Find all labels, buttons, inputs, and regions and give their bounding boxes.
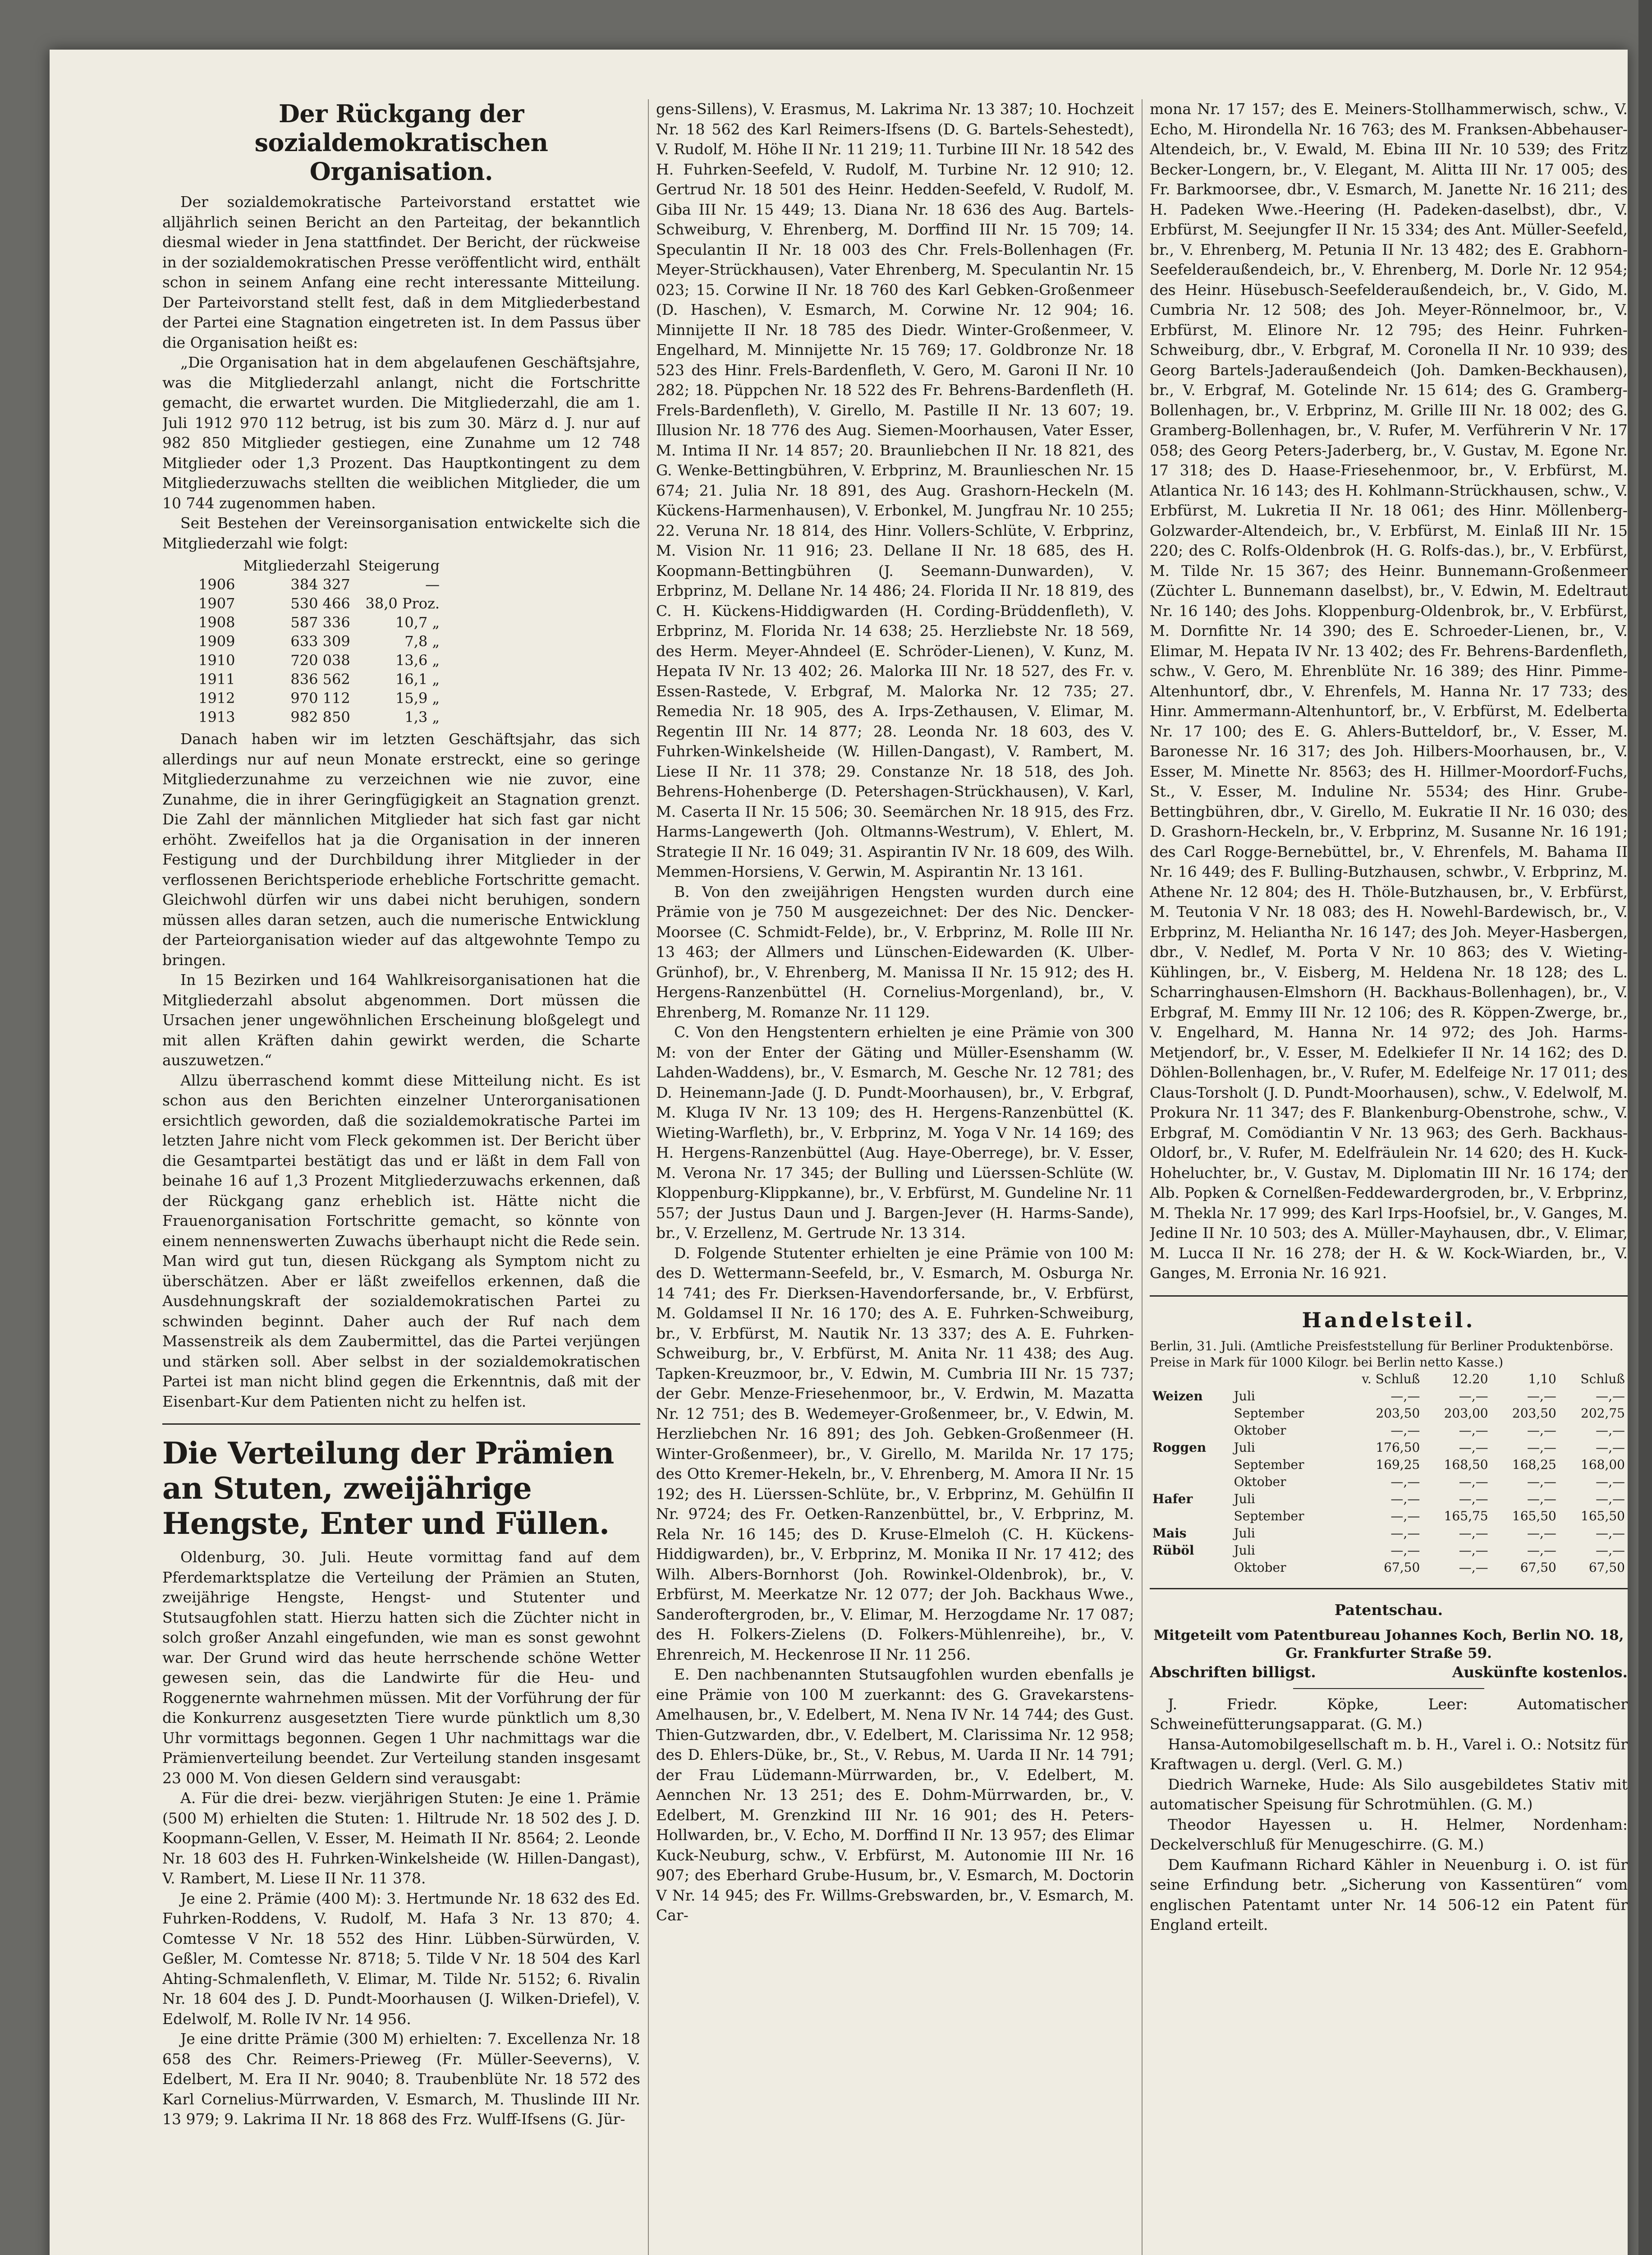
table-cell: 384 327 (290, 576, 350, 593)
newspaper-page (50, 50, 1628, 2255)
table-cell: Weizen (1152, 1388, 1203, 1404)
table-cell: —,— (1390, 1422, 1420, 1438)
market-header: Berlin, 31. Juli. (Amtliche Preisfeststellung für Berliner Produktenbörse. Preise in Mark für 1000 Kilogr. bei Berlin netto Kasse.) (1150, 1338, 1614, 1370)
table-cell: —,— (1596, 1542, 1625, 1558)
table-row (1150, 1491, 1628, 1508)
table-cell: 1908 (198, 614, 235, 631)
table-cell: 13,6 „ (395, 652, 440, 669)
table-cell: —,— (1459, 1388, 1488, 1404)
table-header: Mitgliederzahl (243, 557, 350, 574)
table-cell: 1907 (198, 595, 235, 612)
patent-entry: Dem Kaufmann Richard Kähler in Neuenburg i. O. ist für seine Erfindung betr. „Sicherung von Kassentüren“ vom englischen Patentamt unter Nr. 14 506-12 ein Patent für England erteilt. (1150, 1855, 1628, 1933)
paragraph: Allzu überraschend kommt diese Mitteilung nicht. Es ist schon aus den Berichten einzelner Unterorganisationen ersichtlich geworden, daß die sozialdemokratische Partei im letzten Jahre nicht vom Fleck gekommen ist. Der Bericht über die Gesamtpartei bestätigt das und er läßt in dem Fall von beinahe 16 auf 1,3 Prozent Mitgliederzuwachs erkennen, daß der Rückgang ganz erheblich ist. Hätte nicht die Frauenorganisation Fortschritte gemacht, so könnte von einem nennenswerten Zuwachs überhaupt nicht die Rede sein. Man wird gut tun, diesen Rückgang als Symptom nicht zu überschätzen. Aber er läßt zweifellos erkennen, daß die Ausdehnungskraft der sozialdemokratischen Partei zu schwinden beginnt. Daher auch der Ruf nach dem Massenstreik als dem Zaubermittel, das die Partei verjüngen und stärken soll. Aber selbst in der sozialdemokratischen Partei ist man nicht blind gegen die Erkenntnis, daß mit der Eisenbart-Kur dem Patienten nicht zu helfen ist. (162, 1071, 640, 1410)
table-cell: —,— (1459, 1491, 1488, 1506)
table-row (1150, 1388, 1628, 1405)
table-cell: 587 336 (290, 614, 350, 631)
table-cell: 169,25 (1376, 1457, 1420, 1472)
table-row (198, 632, 448, 651)
table-cell: —,— (1527, 1542, 1556, 1558)
table-cell: 10,7 „ (395, 614, 440, 631)
table-cell: —,— (1459, 1560, 1488, 1575)
section-divider (162, 1423, 640, 1425)
table-cell: 202,75 (1581, 1405, 1625, 1421)
table-row (198, 708, 448, 727)
table-cell: —,— (1390, 1542, 1420, 1558)
table-cell: 203,50 (1376, 1405, 1420, 1421)
table-cell: —,— (1527, 1440, 1556, 1455)
table-cell: 176,50 (1376, 1440, 1420, 1455)
table-row (198, 613, 448, 632)
table-cell: — (425, 576, 440, 593)
table-cell: —,— (1459, 1525, 1488, 1541)
paragraph: E. Den nachbenannten Stutsaugfohlen wurden ebenfalls je eine Prämie von 100 M zuerkannt: des G. Gravekarstens-Amelhausen, br., V. Edelbert, M. Nena IV Nr. 14 744; des Gust. Thien-Gutzwarden, dbr., V. Edelbert, M. Clarissima Nr. 12 958; des D. Ehlers-Düke, br., St., V. Rebus, M. Uarda II Nr. 14 791; der Frau Lüdemann-Mürrwarden, br., V. Edelbert, M. Aennchen Nr. 13 251; des E. Dohm-Mürrwarden, br., V. Edelbert, M. Grenzkind III Nr. 16 901; des H. Peters-Hollwarden, br., V. Echo, M. Dorffind II Nr. 13 957; des Elimar Kuck-Neuburg, schw., V. Erbfürst, M. Autonomie III Nr. 16 907; des Eberhard Grube-Husum, br., V. Esmarch, M. Doctorin V Nr. 14 945; des Fr. Willms-Grebswarden, br., V. Esmarch, M. Car- (656, 1666, 1134, 1924)
column-rule (648, 99, 649, 2255)
table-cell: 168,25 (1512, 1457, 1556, 1472)
table-cell: Oktober (1234, 1474, 1286, 1489)
table-cell: —,— (1596, 1422, 1625, 1438)
table-cell: 836 562 (290, 671, 350, 688)
table-cell: 1909 (198, 633, 235, 650)
section-divider (1150, 1588, 1628, 1589)
table-cell: —,— (1459, 1542, 1488, 1558)
market-table (1150, 1371, 1628, 1576)
table-cell: Oktober (1234, 1560, 1286, 1575)
table-row (1150, 1559, 1628, 1576)
table-cell: 67,50 (1384, 1560, 1420, 1575)
paragraph: Seit Bestehen der Vereinsorganisation entwickelte sich die Mitgliederzahl wie folgt: (162, 514, 640, 552)
table-cell: September (1234, 1457, 1304, 1472)
table-cell: —,— (1527, 1388, 1556, 1404)
table-cell: 38,0 Proz. (365, 595, 440, 612)
table-cell: —,— (1596, 1525, 1625, 1541)
paragraph: B. Von den zweijährigen Hengsten wurden durch eine Prämie von je 750 M ausgezeichnet: Der des Nic. Dencker-Moorsee (C. Schmidt-Felde), br., V. Erbprinz, M. Rolle III Nr. 13 463; der Allmers und Lünschen-Eidewarden (K. Ulber-Grünhof), br., V. Ehrenberg, M. Manissa II Nr. 15 912; des H. Hergens-Ranzenbüttel (H. Cornelius-Morgenland), br., V. Ehrenberg, M. Romanze Nr. 11 129. (656, 883, 1134, 1021)
paragraph: Je eine dritte Prämie (300 M) erhielten: 7. Excellenza Nr. 18 658 des Chr. Reimers-Prieweg (Fr. Müller-Seeverns), V. Edelbert, M. Era II Nr. 9040; 8. Traubenblüte Nr. 18 572 des Karl Cornelius-Mürrwarden, V. Esmarch, M. Thuslinde III Nr. 13 979; 9. Lakrima II Nr. 18 868 des Frz. Wulff-Ifsens (G. Jür- (162, 2030, 640, 2128)
paragraph: Der sozialdemokratische Parteivorstand erstattet wie alljährlich seinen Bericht an den Parteitag, der bekanntlich diesmal wieder in Jena stattfindet. Der Bericht, der rückweise in der sozialdemokratischen Presse veröffentlicht wird, enthält schon in seinem Anfang eine recht interessante Mitteilung. Der Parteivorstand stellt fest, daß in dem Mitgliederbestand der Partei eine Stagnation eingetreten ist. In dem Passus über die Organisation heißt es: (162, 193, 640, 351)
table-cell: 1912 (198, 690, 235, 707)
section-title-trade: Handelsteil. (1302, 1307, 1476, 1332)
table-cell: Roggen (1152, 1440, 1207, 1455)
table-cell: 982 850 (290, 709, 350, 726)
table-row (198, 651, 448, 670)
patent-note-left: Abschriften billigst. (1150, 1663, 1316, 1681)
table-cell: —,— (1390, 1388, 1420, 1404)
table-row (1150, 1473, 1628, 1491)
table-cell: —,— (1527, 1525, 1556, 1541)
paragraph: „Die Organisation hat in dem abgelaufenen Geschäftsjahre, was die Mitgliederzahl anlangt, nicht die Fortschritte gemacht, die erwartet wurden. Die Mitgliederzahl, die am 1. Juli 1912 970 112 betrug, ist bis zum 30. März d. J. nur auf 982 850 Mitglieder gestiegen, eine Zunahme um 12 748 Mitglieder oder 1,3 Prozent. Das Hauptkontingent zu dem Mitgliederzuwachs stellten die weiblichen Mitglieder, die um 10 744 zugenommen haben. (162, 354, 640, 512)
table-cell: Mais (1152, 1525, 1187, 1541)
table-cell: —,— (1390, 1491, 1420, 1506)
table-cell (1150, 1405, 1231, 1422)
table-cell: 165,75 (1444, 1508, 1488, 1523)
table-cell: September (1234, 1405, 1304, 1421)
table-header: Steigerung (358, 557, 440, 574)
table-cell: 530 466 (290, 595, 350, 612)
patent-note-right: Auskünfte kostenlos. (1452, 1663, 1628, 1681)
patent-bureau-line: Mitgeteilt vom Patentbureau Johannes Koch, Berlin NO. 18, Gr. Frankfurter Straße 59. (1153, 1627, 1624, 1661)
table-cell: Juli (1234, 1525, 1255, 1541)
table-cell: 1,3 „ (404, 709, 440, 726)
article-title-social-democrats: Der Rückgang der sozialdemokratischen Organisation. (254, 99, 548, 186)
paragraph: Danach haben wir im letzten Geschäftsjahr, das sich allerdings nur auf neun Monate erstreckt, eine so geringe Mitgliederzunahme zu verzeichnen wie nie zuvor, eine Zunahme, die in ihrer Geringfügigkeit an Stagnation grenzt. Die Zahl der männlichen Mitglieder hat sich fast gar nicht erhöht. Zweifellos hat ja die Organisation in der inneren Festigung und der Durchbildung ihrer Mitglieder in der verflossenen Berichtsperiode erhebliche Fortschritte gemacht. Gleichwohl dürfen wir uns dabei nicht beruhigen, sondern müssen alles daran setzen, auch die numerische Entwicklung der Parteiorganisation wieder auf das altgewohnte Tempo zu bringen. (162, 730, 640, 969)
table-cell: —,— (1527, 1474, 1556, 1489)
paragraph: gens-Sillens), V. Erasmus, M. Lakrima Nr. 13 387; 10. Hochzeit Nr. 18 562 des Karl Reimers-Ifsens (D. G. Bartels-Sehestedt), V. Rudolf, M. Höhe II Nr. 11 219; 11. Turbine III Nr. 18 542 des H. Fuhrken-Seefeld, V. Rudolf, M. Turbine Nr. 12 910; 12. Gertrud Nr. 18 501 des Heinr. Hedden-Seefeld, V. Rudolf, M. Giba III Nr. 15 449; 13. Diana Nr. 18 636 des Aug. Bartels-Schweiburg, V. Ehrenberg, M. Dorffind III Nr. 15 709; 14. Speculantin II Nr. 18 003 des Chr. Frels-Bollenhagen (Fr. Meyer-Strückhausen), Vater Ehrenberg, M. Speculantin Nr. 15 023; 15. Corwine II Nr. 18 760 des Karl Gebken-Großenmeer (D. Haschen), V. Esmarch, M. Corwine Nr. 12 904; 16. Minnijette II Nr. 18 785 des Diedr. Winter-Großenmeer, V. Engelhard, M. Minnijette Nr. 15 769; 17. Goldbronze Nr. 18 523 des Hinr. Frels-Bardenfleth, V. Gero, M. Garoni II Nr. 10 282; 18. Püppchen Nr. 18 522 des Fr. Behrens-Bardenfleth (H. Frels-Bardenfleth), V. Girello, M. Pastille II Nr. 13 607; 19. Illusion Nr. 18 776 des Aug. Siemen-Moorhausen, Vater Esser, M. Intima II Nr. 14 857; 20. Braunliebchen II Nr. 18 821, des G. Wenke-Bettingbühren, V. Erbprinz, M. Braunlieschen Nr. 15 674; 21. Julia Nr. 18 891, des Aug. Grashorn-Heckeln (M. Kückens-Harmenhausen), V. Erbonkel, M. Jungfrau Nr. 10 255; 22. Veruna Nr. 18 814, des Hinr. Vollers-Schlüte, V. Erbprinz, M. Vision Nr. 11 916; 23. Dellane II Nr. 18 685, des H. Koopmann-Bettingbühren (J. Seemann-Dunwarden), V. Erbprinz, M. Dellane Nr. 14 486; 24. Florida II Nr. 18 819, des C. H. Kückens-Hiddigwarden (H. Cording-Brüddenfleth), V. Erbprinz, M. Florida Nr. 14 638; 25. Herzliebste Nr. 18 569, des Herm. Meyer-Ahndeel (E. Schröder-Lienen), V. Kunz, M. Hepata IV Nr. 13 402; 26. Malorka III Nr. 18 527, des Fr. v. Essen-Rastede, V. Erbgraf, M. Malorka Nr. 12 735; 27. Remedia Nr. 18 905, des A. Irps-Zethausen, V. Elimar, M. Regentin III Nr. 14 877; 28. Leonda Nr. 18 603, des V. Fuhrken-Winkelsheide (W. Hillen-Dangast), V. Rambert, M. Liese II Nr. 11 378; 29. Constanze Nr. 18 518, des Joh. Behrens-Hohenberge (D. Petershagen-Strückhausen), V. Karl, M. Caserta II Nr. 15 506; 30. Seemärchen Nr. 18 915, des Frz. Harms-Langewerth (Joh. Oltmanns-Westrum), V. Ehlert, M. Strategie II Nr. 16 049; 31. Aspirantin IV Nr. 18 609, des Wilh. Memmen-Horsiens, V. Gerwin, M. Aspirantin Nr. 13 161. (656, 100, 1134, 880)
patent-entry: J. Friedr. Köpke, Leer: Automatischer Schweinefütterungsapparat. (G. M.) (1150, 1695, 1628, 1733)
table-cell: 1910 (198, 652, 235, 669)
section-title-patents: Patentschau. (1334, 1601, 1443, 1619)
table-row (1150, 1525, 1628, 1542)
table-cell: 203,50 (1512, 1405, 1556, 1421)
table-row (1150, 1405, 1628, 1422)
table-row (1150, 1508, 1628, 1525)
table-row (198, 575, 448, 594)
membership-table (198, 556, 448, 727)
table-cell: —,— (1527, 1491, 1556, 1506)
table-cell: 203,00 (1444, 1405, 1488, 1421)
patent-entry: Theodor Hayessen u. H. Helmer, Nordenham: Deckelverschluß für Menugeschirre. (G. M.) (1150, 1815, 1628, 1853)
table-cell: —,— (1459, 1422, 1488, 1438)
paragraph: Oldenburg, 30. Juli. Heute vormittag fand auf dem Pferdemarktsplatze die Verteilung der Prämien an Stuten, zweijährige Hengste, Hengst- und Stutenter und Stutsaugfohlen statt. Hierzu hatten sich die Züchter nicht in solch großer Anzahl eingefunden, wie man es sonst gewohnt war. Der Grund wird das heute herrschende schöne Wetter gewesen sein, das die Landwirte für die Heu- und Roggenernte wahrnehmen müssen. Mit der Vorführung der für die Konkurrenz ausgesetzten Tiere wurde pünktlich um 8,30 Uhr vormittags begonnen. Gegen 1 Uhr nachmittags war die Prämienverteilung beendet. Zur Verteilung standen insgesamt 23 000 M. Von diesen Geldern sind verausgabt: (162, 1548, 640, 1787)
table-cell: 165,50 (1581, 1508, 1625, 1523)
table-cell (1150, 1473, 1231, 1491)
table-row (198, 594, 448, 613)
table-cell: Rüböl (1152, 1542, 1194, 1558)
table-cell: 67,50 (1588, 1560, 1625, 1575)
table-header: Schluß (1580, 1371, 1625, 1386)
table-row (198, 689, 448, 708)
patent-notes (1150, 1662, 1628, 1683)
table-cell: —,— (1459, 1440, 1488, 1455)
column-1 (162, 99, 640, 2255)
table-header-row (1150, 1371, 1628, 1388)
table-cell (1150, 1456, 1231, 1473)
table-header-row (198, 556, 448, 575)
table-cell: Juli (1234, 1388, 1255, 1404)
patent-entry: Hansa-Automobilgesellschaft m. b. H., Varel i. O.: Notsitz für Kraftwagen u. dergl. (Verl. G. M.) (1150, 1735, 1628, 1773)
table-cell: —,— (1390, 1525, 1420, 1541)
column-3 (1150, 99, 1628, 2255)
table-row (1150, 1542, 1628, 1559)
patent-entry: Diedrich Warneke, Hude: Als Silo ausgebildetes Stativ mit automatischer Speisung für Schrotmühlen. (G. M.) (1150, 1775, 1628, 1813)
table-cell: 1913 (198, 709, 235, 726)
table-cell (1150, 1422, 1231, 1439)
table-cell (1150, 1559, 1231, 1576)
table-cell: 633 309 (290, 633, 350, 650)
table-cell: —,— (1596, 1440, 1625, 1455)
paragraph: In 15 Bezirken und 164 Wahlkreisorganisationen hat die Mitgliederzahl absolut abgenommen. Dort müssen die Ursachen jener ungewöhnlichen Erscheinung bloßgelegt und mit allen Kräften dahin gewirkt werden, die Scharte auszuwetzen.“ (162, 971, 640, 1069)
paragraph: mona Nr. 17 157; des E. Meiners-Stollhammerwisch, schw., V. Echo, M. Hirondella Nr. 16 763; des M. Franksen-Abbehauser-Altendeich, br., V. Ewald, M. Ebina III Nr. 10 539; des Fritz Becker-Longern, br., V. Elegant, M. Alitta III Nr. 17 005; des Fr. Barkmoorsee, dbr., V. Esmarch, M. Janette Nr. 16 211; des H. Padeken Wwe.-Heering (H. Padeken-daselbst), dbr., V. Erbfürst, M. Seejungfer II Nr. 15 334; des Ant. Müller-Seefeld, br., V. Ehrenberg, M. Petunia II Nr. 13 482; des E. Grabhorn-Seefelderaußendeich, br., V. Ehrenberg, M. Dorle Nr. 12 954; des Heinr. Hüsebusch-Seefelderaußendeich, br., V. Gido, M. Cumbria Nr. 12 508; des Joh. Meyer-Rönnelmoor, br., V. Erbfürst, M. Elinore Nr. 12 795; des Heinr. Fuhrken-Schweiburg, dbr., V. Erbgraf, M. Coronella II Nr. 10 939; des Georg Bartels-Jaderaußendeich (Joh. Damken-Beckhausen), br., V. Erbgraf, M. Gotelinde Nr. 15 614; des G. Gramberg-Bollenhagen, br., V. Erbprinz, M. Grille III Nr. 18 002; des G. Gramberg-Bollenhagen, br., V. Rufer, M. Verführerin V Nr. 17 058; des Georg Peters-Jaderberg, br., V. Gustav, M. Egone Nr. 17 318; des D. Haase-Friesehenmoor, br., V. Erbfürst, M. Atlantica Nr. 16 143; des H. Kohlmann-Strückhausen, schw., V. Erbfürst, M. Lukretia II Nr. 18 061; des Hinr. Möllenberg-Golzwarder-Altendeich, br., V. Erbfürst, M. Einlaß III Nr. 15 220; des C. Rolfs-Oldenbrok (H. G. Rolfs-das.), br., V. Erbfürst, M. Tilde Nr. 15 367; des Heinr. Bunnemann-Großenmeer (Züchter L. Bunnemann daselbst), br., V. Edwin, M. Edeltraut Nr. 16 140; des Johs. Kloppenburg-Oldenbrok, br., V. Erbfürst, M. Dornfitte Nr. 14 390; des E. Schroeder-Lienen, br., V. Elimar, M. Hepata IV Nr. 13 402; des Fr. Behrens-Bardenfleth, schw., V. Gero, M. Ehrenblüte Nr. 16 389; des Hinr. Pimme-Altenhuntorf, dbr., V. Ehrenfels, M. Hanna Nr. 17 733; des Hinr. Ammermann-Altenhuntorf, br., V. Erbfürst, M. Edelberta Nr. 17 100; des E. G. Ahlers-Butteldorf, br., V. Esser, M. Baronesse Nr. 16 317; des Joh. Hilbers-Moorhausen, br., V. Esser, M. Minette Nr. 8563; des H. Hillmer-Moordorf-Fuchs, St., V. Esser, M. Induline Nr. 5534; des Hinr. Grube-Bettingbühren, dbr., V. Girello, M. Eukratie II Nr. 16 030; des D. Grashorn-Heckeln, br., V. Erbprinz, M. Susanne Nr. 16 191; des Carl Rogge-Bernebüttel, br., V. Ehrenfels, M. Bahama II Nr. 16 449; des F. Bulling-Butzhausen, schwbr., V. Erbprinz, M. Athene Nr. 12 804; des H. Thöle-Butzhausen, br., V. Erbfürst, M. Teutonia V Nr. 18 083; des H. Nowehl-Bardewisch, br., V. Erbprinz, M. Heliantha Nr. 16 147; des Joh. Meyer-Hasbergen, dbr., V. Nedlef, M. Porta V Nr. 10 863; des V. Wieting-Kühlingen, br., V. Eisberg, M. Heldena Nr. 18 128; des L. Scharringhausen-Elmshorn (H. Backhaus-Bollenhagen), br., V. Erbgraf, M. Emmy III Nr. 12 106; des R. Köppen-Zwerge, br., V. Engelhard, M. Hanna Nr. 14 972; des Joh. Harms-Metjendorf, br., V. Esser, M. Edelkiefer II Nr. 14 162; des D. Döhlen-Bollenhagen, br., V. Rufer, M. Edelfeige Nr. 17 011; des Claus-Torsholt (J. D. Pundt-Moorhausen), schw., V. Edelwolf, M. Prokura Nr. 11 347; des F. Blankenburg-Obenstrohe, schw., V. Erbgraf, M. Comödiantin V Nr. 13 963; des Gerh. Backhaus-Oldorf, br., V. Rufer, M. Edelfräulein Nr. 14 620; des H. Kuck-Hoheluchter, br., V. Gustav, M. Diplomatin III Nr. 16 174; der Alb. Popken & Cornelßen-Feddewardergroden, br., V. Erbprinz, M. Thekla Nr. 17 999; des Karl Irps-Hoofsiel, br., V. Ganges, M. Jedine II Nr. 10 503; des A. Müller-Mayhausen, dbr., V. Elimar, M. Lucca II Nr. 16 278; der H. & W. Kock-Wiarden, br., V. Ganges, M. Erronia Nr. 16 921. (1150, 100, 1628, 1282)
table-cell: —,— (1390, 1508, 1420, 1523)
paragraph: C. Von den Hengstentern erhielten je eine Prämie von 300 M: von der Enter der Gäting und Müller-Esenshamm (W. Lahden-Waddens), br., V. Esmarch, M. Gesche Nr. 12 781; des D. Heinemann-Jade (J. D. Pundt-Moorhausen), br., V. Erbgraf, M. Kluga IV Nr. 13 109; des H. Hergens-Ranzenbüttel (K. Wieting-Warfleth), br., V. Erbprinz, M. Yoga V Nr. 14 169; des H. Hergens-Ranzenbüttel (Aug. Haye-Oberrege), br. V. Esser, M. Verona Nr. 17 345; der Bulling und Lüerssen-Schlüte (W. Kloppenburg-Klippkanne), br., V. Erbfürst, M. Gundeline Nr. 11 557; der Justus Daun und J. Bargen-Jever (H. Harms-Sande), br., V. Erzellenz, M. Gertrude Nr. 13 314. (656, 1023, 1134, 1242)
table-cell: —,— (1596, 1474, 1625, 1489)
column-2 (656, 99, 1134, 2255)
table-row (1150, 1422, 1628, 1439)
table-row (1150, 1456, 1628, 1473)
table-cell: 1911 (198, 671, 235, 688)
table-cell: —,— (1596, 1388, 1625, 1404)
patent-section (1150, 1600, 1628, 1935)
table-cell: —,— (1527, 1422, 1556, 1438)
table-cell: Oktober (1234, 1422, 1286, 1438)
column-rule (1142, 99, 1143, 2255)
table-cell: 168,00 (1581, 1457, 1625, 1472)
table-cell: Juli (1234, 1542, 1255, 1558)
table-row (198, 670, 448, 689)
article-title-premiums: Die Verteilung der Prämien an Stuten, zweijährige Hengste, Enter und Füllen. (162, 1436, 614, 1541)
paragraph: Je eine 2. Prämie (400 M): 3. Hertmunde Nr. 18 632 des Ed. Fuhrken-Roddens, V. Rudolf, M. Hafa 3 Nr. 13 870; 4. Comtesse V Nr. 18 552 des Hinr. Lübben-Sürwürden, V. Geßler, M. Comtesse Nr. 8718; 5. Tilde V Nr. 18 504 des Karl Ahting-Schmalenfleth, V. Elimar, M. Tilde Nr. 5152; 6. Rivalin Nr. 18 604 des J. D. Pundt-Moorhausen (J. Wilken-Driefel), V. Edelwolf, M. Rolle IV Nr. 14 956. (162, 1889, 640, 2028)
table-row (1150, 1439, 1628, 1456)
table-cell: —,— (1390, 1474, 1420, 1489)
table-header: v. Schluß (1362, 1371, 1420, 1386)
table-cell: Hafer (1152, 1491, 1193, 1506)
table-cell: 7,8 „ (404, 633, 440, 650)
section-divider (1150, 1295, 1628, 1297)
table-cell: 1906 (198, 576, 235, 593)
table-cell: September (1234, 1508, 1304, 1523)
scan-edge (1638, 0, 1652, 2255)
short-divider (1293, 1688, 1484, 1689)
table-cell: —,— (1459, 1474, 1488, 1489)
table-cell: Juli (1234, 1491, 1255, 1506)
table-cell (1150, 1508, 1231, 1525)
table-cell: 15,9 „ (395, 690, 440, 707)
table-cell: —,— (1596, 1491, 1625, 1506)
paragraph: A. Für die drei- bezw. vierjährigen Stuten: Je eine 1. Prämie (500 M) erhielten die Stuten: 1. Hiltrude Nr. 18 502 des J. D. Koopmann-Gellen, V. Esser, M. Heimath II Nr. 8564; 2. Leonde Nr. 18 603 des H. Fuhrken-Winkelsheide (W. Hillen-Dangast), V. Rambert, M. Liese II Nr. 11 378. (162, 1789, 640, 1887)
table-header: 1,10 (1528, 1371, 1556, 1386)
table-cell: 970 112 (290, 690, 350, 707)
table-cell: Juli (1234, 1440, 1255, 1455)
table-cell: 67,50 (1520, 1560, 1556, 1575)
paragraph: D. Folgende Stutenter erhielten je eine Prämie von 100 M: des D. Wettermann-Seefeld, br., V. Esmarch, M. Osburga Nr. 14 741; des Fr. Dierksen-Havendorfersande, br., V. Erbfürst, M. Goldamsel II Nr. 16 170; des A. E. Fuhrken-Schweiburg, br., V. Erbfürst, M. Nautik Nr. 13 337; des A. E. Fuhrken-Schweiburg, br., V. Erbfürst, M. Anita Nr. 11 438; des Aug. Tapken-Kreuzmoor, br., V. Edwin, M. Cumbria III Nr. 15 737; der Gebr. Menze-Friesehenmoor, br., V. Erdwin, M. Mazatta Nr. 12 751; des B. Wedemeyer-Großenmeer, br., V. Edwin, M. Herzliebchen Nr. 16 891; des Joh. Gebken-Großenmeer (H. Winter-Großenmeer), br., V. Girello, M. Marilda Nr. 17 175; des Otto Kremer-Hekeln, br., V. Ehrenberg, M. Amora II Nr. 15 192; des H. Lüerssen-Schlüte, br., V. Erbprinz, M. Gehülfin II Nr. 9724; des Fr. Oetken-Ranzenbüttel, br., V. Erbprinz, M. Rela Nr. 16 145; des D. Kruse-Elmeloh (C. H. Kückens-Hiddigwarden), br., V. Erbprinz, M. Monika II Nr. 17 412; des Wilh. Albers-Bornhorst (Joh. Rowinkel-Oldenbrok), br., V. Erbfürst, M. Meerkatze Nr. 12 077; der Joh. Backhaus Wwe., Sanderoftergroden, br., V. Elimar, M. Herzogdame Nr. 17 087; des H. Folkers-Zielens (D. Folkers-Mühlenreihe), br., V. Ehrenreich, M. Heckenrose II Nr. 11 256. (656, 1244, 1134, 1663)
table-cell: 720 038 (290, 652, 350, 669)
table-header: 12.20 (1452, 1371, 1488, 1386)
table-cell: 165,50 (1512, 1508, 1556, 1523)
table-cell: 16,1 „ (395, 671, 440, 688)
table-cell: 168,50 (1444, 1457, 1488, 1472)
